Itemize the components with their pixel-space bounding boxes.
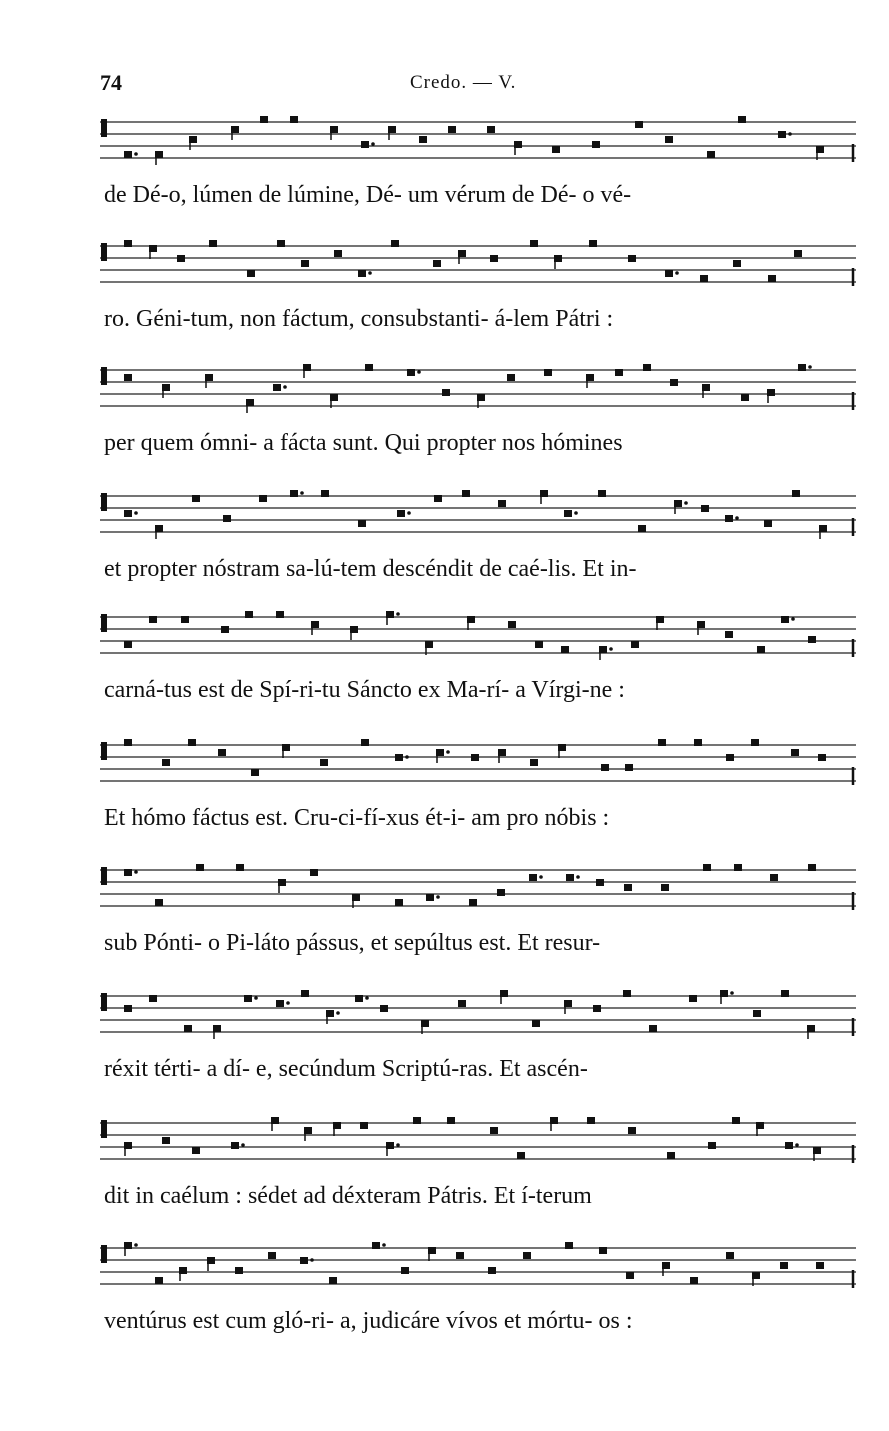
neume-note	[488, 1267, 496, 1274]
neume-note	[124, 869, 132, 876]
neume-note	[301, 260, 309, 267]
neume-dot	[788, 132, 792, 136]
music-system	[100, 605, 860, 730]
clef-mark	[101, 493, 107, 511]
neume-note	[300, 1257, 308, 1264]
chant-staff	[100, 984, 860, 1054]
neume-note	[596, 879, 604, 886]
neume-note	[751, 739, 759, 746]
neume-note	[395, 754, 403, 761]
neume-dot	[684, 501, 688, 505]
neume-dot	[446, 750, 450, 754]
neume-note	[566, 874, 574, 881]
neume-note	[330, 394, 338, 401]
neume-note	[530, 759, 538, 766]
neume-note	[188, 739, 196, 746]
neume-note	[764, 520, 772, 527]
neume-note	[434, 495, 442, 502]
neume-note	[656, 616, 664, 623]
neume-dot	[254, 996, 258, 1000]
neume-dot	[336, 1011, 340, 1015]
neume-note	[819, 525, 827, 532]
music-system	[100, 1111, 860, 1236]
neume-note	[320, 759, 328, 766]
neume-dot	[134, 870, 138, 874]
neume-note	[350, 626, 358, 633]
neume-note	[564, 1000, 572, 1007]
neume-note	[462, 490, 470, 497]
neume-dot	[795, 1143, 799, 1147]
neume-note	[791, 749, 799, 756]
neume-note	[587, 1117, 595, 1124]
neume-note	[290, 116, 298, 123]
neume-note	[236, 864, 244, 871]
neume-note	[661, 884, 669, 891]
neume-dot	[436, 895, 440, 899]
neume-note	[792, 490, 800, 497]
neume-note	[599, 646, 607, 653]
neume-note	[196, 864, 204, 871]
neume-dot	[574, 511, 578, 515]
chant-staff	[100, 605, 860, 675]
neume-dot	[134, 511, 138, 515]
clef-mark	[101, 1245, 107, 1263]
neume-note	[756, 1122, 764, 1129]
clef-mark	[101, 742, 107, 760]
neume-dot	[382, 1243, 386, 1247]
neume-note	[752, 1272, 760, 1279]
neume-note	[458, 1000, 466, 1007]
neume-note	[209, 240, 217, 247]
neume-note	[767, 389, 775, 396]
neume-note	[487, 126, 495, 133]
neume-note	[726, 1252, 734, 1259]
neume-note	[303, 364, 311, 371]
neume-note	[259, 495, 267, 502]
neume-note	[223, 515, 231, 522]
music-system	[100, 858, 860, 983]
neume-note	[124, 739, 132, 746]
neume-note	[334, 250, 342, 257]
neume-note	[245, 611, 253, 618]
neume-note	[670, 379, 678, 386]
neume-note	[321, 490, 329, 497]
neume-dot	[283, 385, 287, 389]
neume-note	[205, 374, 213, 381]
neume-note	[561, 646, 569, 653]
neume-note	[276, 1000, 284, 1007]
neume-note	[467, 616, 475, 623]
neume-note	[785, 1142, 793, 1149]
neume-note	[770, 874, 778, 881]
neume-note	[753, 1010, 761, 1017]
neume-note	[124, 1242, 132, 1249]
neume-note	[497, 889, 505, 896]
music-system	[100, 484, 860, 609]
neume-note	[372, 1242, 380, 1249]
neume-note	[697, 621, 705, 628]
neume-note	[798, 364, 806, 371]
neume-note	[508, 621, 516, 628]
neume-note	[397, 510, 405, 517]
neume-note	[564, 510, 572, 517]
neume-note	[330, 126, 338, 133]
clef-mark	[101, 243, 107, 261]
neume-note	[703, 864, 711, 871]
neume-dot	[576, 875, 580, 879]
neume-note	[271, 1117, 279, 1124]
neume-dot	[735, 516, 739, 520]
neume-note	[702, 384, 710, 391]
neume-note	[333, 1122, 341, 1129]
neume-note	[690, 1277, 698, 1284]
neume-note	[355, 995, 363, 1002]
neume-note	[391, 240, 399, 247]
neume-note	[218, 749, 226, 756]
neume-dot	[241, 1143, 245, 1147]
neume-note	[421, 1020, 429, 1027]
neume-note	[304, 1127, 312, 1134]
neume-note	[231, 126, 239, 133]
neume-dot	[539, 875, 543, 879]
neume-note	[813, 1147, 821, 1154]
neume-note	[694, 739, 702, 746]
neume-note	[725, 631, 733, 638]
neume-note	[251, 769, 259, 776]
neume-note	[124, 374, 132, 381]
neume-note	[311, 621, 319, 628]
neume-note	[667, 1152, 675, 1159]
neume-note	[816, 1262, 824, 1269]
neume-note	[778, 131, 786, 138]
neume-note	[643, 364, 651, 371]
neume-note	[360, 1122, 368, 1129]
neume-note	[734, 864, 742, 871]
neume-note	[428, 1247, 436, 1254]
neume-note	[689, 995, 697, 1002]
neume-note	[808, 864, 816, 871]
neume-note	[768, 275, 776, 282]
neume-note	[231, 1142, 239, 1149]
neume-note	[276, 611, 284, 618]
neume-note	[552, 146, 560, 153]
neume-note	[593, 1005, 601, 1012]
neume-note	[490, 255, 498, 262]
chant-staff	[100, 1236, 860, 1306]
neume-note	[124, 641, 132, 648]
neume-note	[565, 1242, 573, 1249]
neume-note	[124, 240, 132, 247]
neume-note	[177, 255, 185, 262]
neume-note	[124, 151, 132, 158]
neume-note	[361, 141, 369, 148]
neume-dot	[371, 142, 375, 146]
neume-note	[601, 764, 609, 771]
neume-note	[649, 1025, 657, 1032]
neume-note	[808, 636, 816, 643]
neume-note	[738, 116, 746, 123]
neume-note	[447, 1117, 455, 1124]
neume-note	[628, 1127, 636, 1134]
neume-note	[794, 250, 802, 257]
chant-staff	[100, 1111, 860, 1181]
neume-note	[149, 995, 157, 1002]
neume-note	[625, 764, 633, 771]
neume-note	[700, 275, 708, 282]
neume-note	[507, 374, 515, 381]
neume-note	[155, 151, 163, 158]
neume-dot	[675, 271, 679, 275]
neume-dot	[365, 996, 369, 1000]
neume-note	[586, 374, 594, 381]
neume-note	[235, 1267, 243, 1274]
neume-note	[365, 364, 373, 371]
lyric-line: carná-tus est de Spí-ri-tu Sáncto ex Ma-rí- a Vírgi-ne :	[104, 677, 625, 703]
neume-note	[433, 260, 441, 267]
neume-note	[818, 754, 826, 761]
neume-note	[436, 749, 444, 756]
chant-staff	[100, 484, 860, 554]
lyric-line: de Dé-o, lúmen de lúmine, Dé- um vérum de Dé- o vé-	[104, 182, 632, 208]
neume-note	[162, 759, 170, 766]
music-system	[100, 984, 860, 1109]
neume-note	[490, 1127, 498, 1134]
neume-note	[707, 151, 715, 158]
neume-note	[162, 1137, 170, 1144]
neume-note	[425, 641, 433, 648]
neume-note	[361, 739, 369, 746]
neume-note	[592, 141, 600, 148]
neume-note	[781, 616, 789, 623]
neume-note	[780, 1262, 788, 1269]
neume-note	[149, 616, 157, 623]
neume-note	[529, 874, 537, 881]
neume-note	[816, 146, 824, 153]
neume-note	[386, 1142, 394, 1149]
neume-note	[665, 270, 673, 277]
lyric-line: Et hómo fáctus est. Cru-ci-fí-xus ét-i- am pro nóbis :	[104, 805, 610, 831]
neume-note	[554, 255, 562, 262]
clef-mark	[101, 867, 107, 885]
neume-note	[498, 749, 506, 756]
neume-note	[757, 646, 765, 653]
lyric-line: per quem ómni- a fácta sunt. Qui propter nos hómines	[104, 430, 623, 456]
neume-note	[278, 879, 286, 886]
neume-dot	[791, 617, 795, 621]
neume-dot	[808, 365, 812, 369]
lyric-line: ventúrus est cum gló-ri- a, judicáre vívos et mórtu- os :	[104, 1308, 633, 1334]
neume-note	[674, 500, 682, 507]
neume-note	[615, 369, 623, 376]
neume-note	[388, 126, 396, 133]
neume-note	[192, 1147, 200, 1154]
neume-note	[426, 894, 434, 901]
neume-note	[326, 1010, 334, 1017]
lyric-line: réxit térti- a dí- e, secúndum Scriptú-ras. Et ascén-	[104, 1056, 588, 1082]
neume-note	[179, 1267, 187, 1274]
neume-note	[523, 1252, 531, 1259]
neume-note	[726, 754, 734, 761]
neume-note	[192, 495, 200, 502]
chant-staff	[100, 234, 860, 304]
neume-dot	[417, 370, 421, 374]
neume-note	[535, 641, 543, 648]
neume-note	[149, 245, 157, 252]
neume-dot	[730, 991, 734, 995]
neume-note	[725, 515, 733, 522]
neume-note	[471, 754, 479, 761]
neume-note	[544, 369, 552, 376]
neume-note	[458, 250, 466, 257]
neume-note	[273, 384, 281, 391]
neume-note	[517, 1152, 525, 1159]
neume-note	[213, 1025, 221, 1032]
neume-note	[701, 505, 709, 512]
page-header	[100, 70, 860, 100]
neume-note	[386, 611, 394, 618]
neume-dot	[609, 647, 613, 651]
running-title: Credo. — V.	[410, 72, 517, 93]
neume-note	[598, 490, 606, 497]
neume-note	[469, 899, 477, 906]
neume-note	[352, 894, 360, 901]
neume-note	[662, 1262, 670, 1269]
neume-dot	[300, 491, 304, 495]
neume-note	[498, 500, 506, 507]
neume-note	[626, 1272, 634, 1279]
neume-note	[124, 510, 132, 517]
neume-note	[207, 1257, 215, 1264]
neume-note	[599, 1247, 607, 1254]
chant-staff	[100, 358, 860, 428]
neume-note	[358, 520, 366, 527]
chant-staff	[100, 858, 860, 928]
lyric-line: ro. Géni-tum, non fáctum, consubstanti- á-lem Pátri :	[104, 306, 614, 332]
neume-note	[184, 1025, 192, 1032]
clef-mark	[101, 367, 107, 385]
chant-staff	[100, 110, 860, 180]
neume-note	[155, 899, 163, 906]
neume-note	[124, 1005, 132, 1012]
clef-mark	[101, 1120, 107, 1138]
neume-note	[290, 490, 298, 497]
neume-note	[247, 270, 255, 277]
neume-note	[301, 990, 309, 997]
neume-note	[514, 141, 522, 148]
neume-note	[732, 1117, 740, 1124]
neume-note	[530, 240, 538, 247]
neume-note	[419, 136, 427, 143]
neume-note	[181, 616, 189, 623]
neume-note	[260, 116, 268, 123]
neume-note	[623, 990, 631, 997]
clef-mark	[101, 119, 107, 137]
neume-note	[244, 995, 252, 1002]
neume-note	[733, 260, 741, 267]
neume-note	[407, 369, 415, 376]
neume-note	[500, 990, 508, 997]
neume-note	[741, 394, 749, 401]
lyric-line: dit in caélum : sédet ad déxteram Pátris. Et í-terum	[104, 1183, 592, 1209]
clef-mark	[101, 614, 107, 632]
neume-note	[162, 384, 170, 391]
neume-note	[221, 626, 229, 633]
neume-note	[807, 1025, 815, 1032]
neume-note	[448, 126, 456, 133]
neume-dot	[407, 511, 411, 515]
lyric-line: sub Pónti- o Pi-láto pássus, et sepúltus est. Et resur-	[104, 930, 601, 956]
neume-note	[155, 525, 163, 532]
neume-note	[708, 1142, 716, 1149]
neume-note	[631, 641, 639, 648]
neume-dot	[396, 1143, 400, 1147]
neume-note	[329, 1277, 337, 1284]
neume-dot	[134, 152, 138, 156]
neume-note	[628, 255, 636, 262]
neume-note	[550, 1117, 558, 1124]
neume-note	[155, 1277, 163, 1284]
neume-note	[268, 1252, 276, 1259]
neume-dot	[368, 271, 372, 275]
music-system	[100, 234, 860, 359]
neume-note	[277, 240, 285, 247]
neume-note	[558, 744, 566, 751]
neume-note	[477, 394, 485, 401]
neume-note	[246, 399, 254, 406]
music-system	[100, 358, 860, 483]
neume-note	[532, 1020, 540, 1027]
neume-note	[658, 739, 666, 746]
clef-mark	[101, 993, 107, 1011]
neume-note	[638, 525, 646, 532]
chant-staff	[100, 733, 860, 803]
neume-dot	[286, 1001, 290, 1005]
neume-note	[395, 899, 403, 906]
neume-note	[401, 1267, 409, 1274]
neume-note	[781, 990, 789, 997]
neume-note	[624, 884, 632, 891]
neume-note	[720, 990, 728, 997]
neume-note	[189, 136, 197, 143]
neume-dot	[134, 1243, 138, 1247]
neume-dot	[405, 755, 409, 759]
neume-note	[456, 1252, 464, 1259]
neume-dot	[396, 612, 400, 616]
neume-note	[589, 240, 597, 247]
neume-note	[635, 121, 643, 128]
neume-note	[442, 389, 450, 396]
neume-note	[665, 136, 673, 143]
neume-note	[282, 744, 290, 751]
neume-note	[310, 869, 318, 876]
music-system	[100, 1236, 860, 1361]
neume-note	[124, 1142, 132, 1149]
neume-note	[358, 270, 366, 277]
music-system	[100, 733, 860, 858]
neume-note	[540, 490, 548, 497]
music-system	[100, 110, 860, 235]
page-number: 74	[100, 70, 122, 95]
neume-note	[413, 1117, 421, 1124]
neume-dot	[310, 1258, 314, 1262]
neume-note	[380, 1005, 388, 1012]
lyric-line: et propter nóstram sa-lú-tem descéndit de caé-lis. Et in-	[104, 556, 637, 582]
